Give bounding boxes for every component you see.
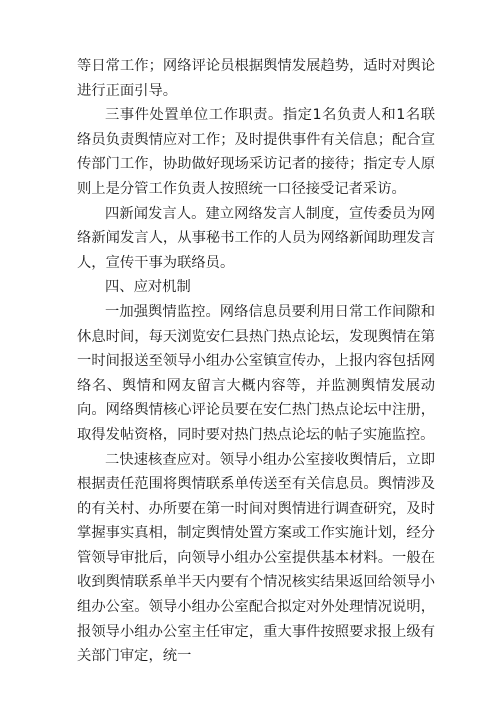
paragraph-rapid-response: 二快速核查应对。领导小组办公室接收舆情后，立即根据责任范围将舆情联系单传送至有关信息员。舆情涉及的有关村、办所要在第一时间对舆情进行调查研究，及时掌握事实真相，制定舆情处置方案或工作实施计划，经分管领导审批后，向领导小组办公室提供基本材料。一般在收到舆情联系单半天内要有个情况核实结果返回给领导小组办公室。领导小组办公室配合拟定对外处理情况说明，报领导小组办公室主任审定，重大事件按照要求报上级有关部门审定，统一 [77,451,435,665]
paragraph-event-unit-duties: 三事件处置单位工作职责。指定1名负责人和1名联络员负责舆情应对工作；及时提供事件有关信息；配合宣传部门工作，协助做好现场采访记者的接待；指定专人原则上是分管工作负责人按照统一口径接受记者采访。 [77,107,435,197]
paragraph-continuation: 等日常工作；网络评论员根据舆情发展趋势，适时对舆论进行正面引导。 [77,58,435,99]
paragraph-monitoring: 一加强舆情监控。网络信息员要利用日常工作间隙和休息时间，每天浏览安仁县热门热点论坛，发现舆情在第一时间报送至领导小组办公室镇宣传办，上报内容包括网络名、舆情和网友留言大概内容等，并监测舆情发展动向。网络舆情核心评论员要在安仁热门热点论坛中注册，取得发帖资格，同时要对热门热点论坛的帖子实施监控。 [77,303,435,443]
section-heading-response-mechanism: 四、应对机制 [105,279,191,296]
paragraph-spokesperson: 四新闻发言人。建立网络发言人制度，宣传委员为网络新闻发言人，从事秘书工作的人员为网络新闻助理发言人，宣传干事为联络员。 [77,205,435,271]
document-body [77,54,435,669]
